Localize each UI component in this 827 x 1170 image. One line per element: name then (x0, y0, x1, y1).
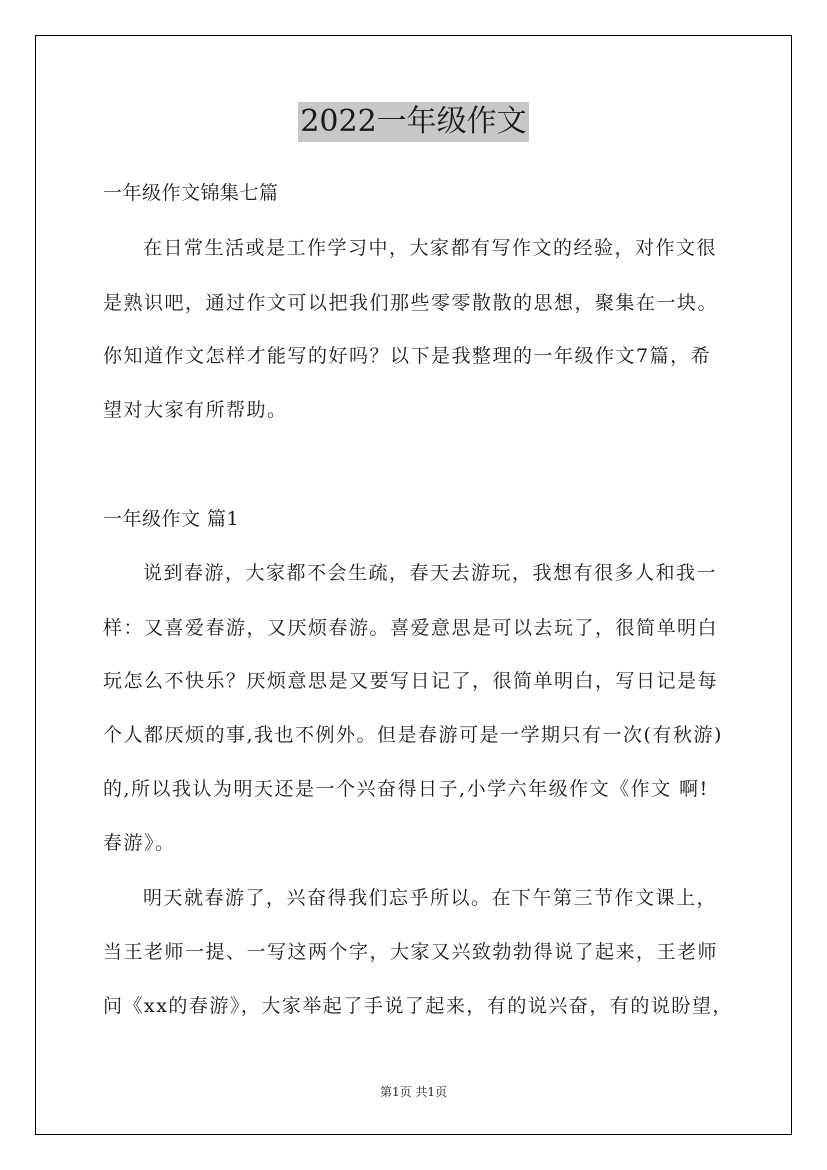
paragraph-line: 当王老师一提、一写这两个字，大家又兴致勃勃得说了起来，王老师 (103, 941, 719, 963)
section-heading: 一年级作文 篇1 (103, 508, 240, 530)
intro-line: 望对大家有所帮助。 (103, 399, 288, 421)
paragraph-line: 问《xx的春游》，大家举起了手说了起来，有的说兴奋，有的说盼望， (103, 995, 733, 1017)
intro-line: 你知道作文怎样才能写的好吗？以下是我整理的一年级作文7篇，希 (103, 345, 712, 367)
paragraph-line: 样：又喜爱春游，又厌烦春游。喜爱意思是可以去玩了，很简单明白 (103, 617, 719, 639)
paragraph-line: 的,所以我认为明天还是一个兴奋得日子,小学六年级作文《作文 啊! (103, 778, 709, 800)
paragraph-line: 说到春游，大家都不会生疏，春天去游玩，我想有很多人和我一 (143, 562, 718, 584)
paragraph-line: 明天就春游了，兴奋得我们忘乎所以。在下午第三节作文课上， (143, 887, 718, 909)
intro-line: 在日常生活或是工作学习中，大家都有写作文的经验，对作文很 (143, 237, 718, 259)
document-subtitle: 一年级作文锦集七篇 (103, 182, 279, 204)
document-title: 2022一年级作文 (298, 102, 528, 142)
paragraph-line: 玩怎么不快乐？厌烦意思是又要写日记了，很简单明白，写日记是每 (103, 670, 719, 692)
title-container (0, 102, 827, 142)
intro-line: 是熟识吧，通过作文可以把我们那些零零散散的思想，聚集在一块。 (103, 292, 719, 314)
page-number: 第1页 共1页 (379, 1085, 448, 1099)
paragraph-line: 春游》。 (103, 832, 176, 854)
paragraph-line: 个人都厌烦的事,我也不例外。但是春游可是一学期只有一次(有秋游) (103, 724, 723, 746)
